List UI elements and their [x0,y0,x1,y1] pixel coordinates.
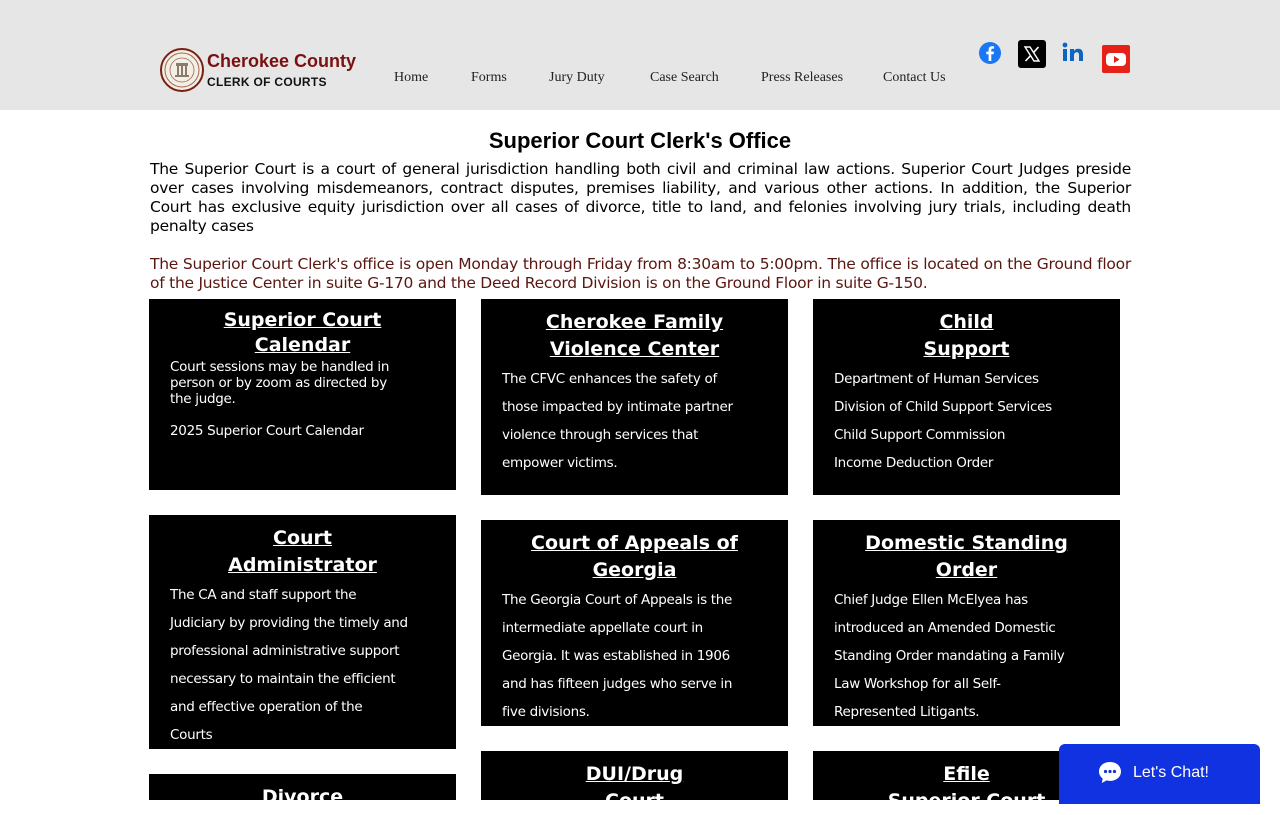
card-text: person or by zoom as directed by [170,375,387,391]
card-text: Courts [170,727,213,743]
card-title[interactable] [481,761,788,815]
site-header [0,0,1280,110]
card-title-line[interactable]: Support [923,338,1010,360]
brand-name[interactable]: Cherokee County [207,51,357,71]
x-twitter-icon[interactable] [1018,40,1046,68]
card-title-line[interactable]: Efile [943,763,990,785]
card-title-line[interactable]: Superior Court [223,309,382,331]
linkedin-icon[interactable] [1060,40,1088,68]
facebook-icon[interactable] [977,40,1005,68]
brand-subtitle[interactable]: CLERK OF COURTS [207,75,327,89]
card-text: Standing Order mandating a Family [834,648,1065,664]
card-body [502,586,774,726]
nav-contact-us[interactable]: Contact Us [883,70,946,85]
card-child-support[interactable] [813,299,1120,495]
card-body [834,586,1106,726]
card-title-line[interactable]: Order [935,559,998,581]
card-body [834,365,1106,477]
card-text: The CA and staff support the [170,587,357,603]
card-title[interactable] [481,309,788,363]
card-text: the judge. [170,391,236,407]
card-text: Law Workshop for all Self- [834,676,1001,692]
card-title-line[interactable]: Cherokee Family [545,311,724,333]
card-body [170,359,442,439]
intro-paragraph: The Superior Court is a court of general jurisdiction handling both civil and criminal law actions. Superior Court Judges preside over cases involving misdemeanors, contract disputes, premises liability, and various other actions. In addition, the Superior Court has exclusive equity jurisdiction over all cases of divorce, title to land, and felonies involving jury trials, including death penalty cases [150,160,1131,235]
card-text: Georgia. It was established in 1906 [502,648,730,664]
card-title-line[interactable]: Court [605,790,664,812]
card-text: those impacted by intimate partner [502,399,733,415]
card-title[interactable] [813,530,1120,584]
nav-home[interactable]: Home [394,70,429,85]
card-text: five divisions. [502,704,590,720]
card-text: The Georgia Court of Appeals is the [502,592,733,608]
card-text: introduced an Amended Domestic [834,620,1056,636]
card-divorce[interactable] [149,774,456,808]
card-body [170,581,442,749]
card-domestic-standing-order[interactable] [813,520,1120,726]
nav-forms[interactable]: Forms [471,70,507,85]
chat-bubble-icon [1097,760,1123,786]
card-dui-drug-court[interactable] [481,751,788,812]
nav-case-search[interactable]: Case Search [650,70,719,85]
card-superior-court-calendar[interactable] [149,299,456,490]
card-cherokee-family-violence-center[interactable] [481,299,788,495]
card-text: and has fifteen judges who serve in [502,676,733,692]
card-text: The CFVC enhances the safety of [502,371,717,387]
child-support-commission-link[interactable]: Child Support Commission [834,427,1006,443]
card-title[interactable] [149,525,456,579]
card-title-line[interactable]: Georgia [592,559,677,581]
card-text: professional administrative support [170,643,400,659]
hours-paragraph: The Superior Court Clerk's office is open Monday through Friday from 8:30am to 5:00pm. The office is located on the Ground floor of the Justice Center in suite G-170 and the Deed Record Division is on the Ground Floor in suite G-150. [150,255,1131,292]
card-text: violence through services that [502,427,699,443]
card-title-line[interactable]: Superior Court [887,790,1046,812]
card-title[interactable] [481,530,788,584]
card-title-line[interactable]: Child [939,311,994,333]
card-title[interactable] [813,309,1120,363]
nav-jury-duty[interactable]: Jury Duty [549,70,605,85]
nav-press-releases[interactable]: Press Releases [761,70,844,85]
child-support-services-link[interactable]: Division of Child Support Services [834,399,1052,415]
chat-label[interactable]: Let's Chat! [1133,764,1209,781]
calendar-link[interactable]: 2025 Superior Court Calendar [170,423,364,439]
card-text: empower victims. [502,455,618,471]
page-title: Superior Court Clerk's Office [488,128,792,153]
card-title[interactable] [149,308,456,358]
county-seal-logo[interactable] [160,48,204,92]
card-title-line[interactable]: Court [273,527,332,549]
card-title-line[interactable]: Violence Center [549,338,720,360]
chat-widget-button[interactable] [1059,744,1260,804]
card-title-line[interactable]: Calendar [254,334,351,356]
card-text: and effective operation of the [170,699,363,715]
card-text: necessary to maintain the efficient [170,671,396,687]
youtube-icon[interactable] [1102,45,1130,73]
card-title-line[interactable]: Court of Appeals of [531,532,738,554]
card-text: Court sessions may be handled in [170,359,390,375]
card-title-line[interactable]: Divorce [261,786,344,808]
card-court-administrator[interactable] [149,515,456,749]
income-deduction-order-link[interactable]: Income Deduction Order [834,455,994,471]
card-title-line[interactable]: Domestic Standing [865,532,1068,554]
card-title-line[interactable]: DUI/Drug [585,763,684,785]
card-text: Judiciary by providing the timely and [170,615,408,631]
card-body [502,365,774,477]
dhs-link[interactable]: Department of Human Services [834,371,1039,387]
card-title[interactable] [149,784,456,811]
card-title-line[interactable]: Administrator [228,554,377,576]
card-text: Represented Litigants. [834,704,980,720]
card-text: intermediate appellate court in [502,620,703,636]
card-court-of-appeals[interactable] [481,520,788,726]
card-text: Chief Judge Ellen McElyea has [834,592,1028,608]
